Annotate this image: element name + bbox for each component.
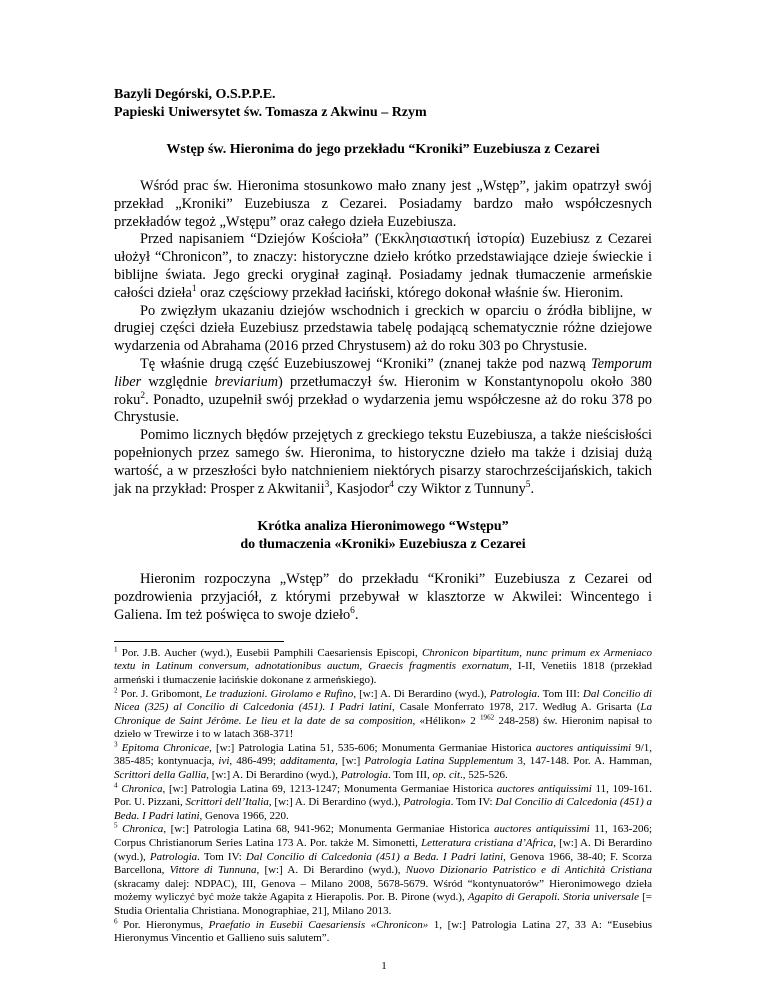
footnote-ref: 5 (525, 479, 531, 490)
paragraph: Tę właśnie drugą część Euzebiuszowej “Kroniki” (znanej także pod nazwą Temporum liber względnie breviarium) przetłumaczył św. Hieronim w Konstantynopolu około 380 roku$^2$. Ponadto, uzupełnił swój przekład o wydarzenia jemu współczesne aż do roku 378 po Chrystusie. (114, 355, 652, 426)
section-body (114, 571, 652, 624)
footnote: $^5$ Chronica, [w:] Patrologia Latina 68, 941-962; Monumenta Germaniae Historica auctores antiquissimi 11, 163-206; Corpus Christianorum Series Latina 173 A. Por. także M. Simonetti, Letteratura cristiana d’Africa, [w:] A. Di Berardino (wyd.), Patrologia. Tom IV: Dal Concilio di Calcedonia (451) a Beda. I Padri latini, Genova 1966, 38-40; F. Scorza Barcellona, Vittore di Tunnuna, [w:] A. Di Berardino (wyd.), Nuovo Dizionario Patristico e di Antichità Cristiana (skracamy dalej: NDPAC), III, Genova – Milano 2008, 5678-5679. Wśród “kontynuatorów” Hieronimowego dzieła możemy wyliczyć być może także Agapita z Hierapolis. Por. B. Pirone (wyd.), Agapito di Gerapoli. Storia universale [= Studia Orientalia Christiana. Monographiae, 21], Milano 2013. (114, 821, 653, 918)
footnote-ref: 3 (324, 479, 330, 490)
footnote: $^1$ Por. J.B. Aucher (wyd.), Eusebii Pamphili Caesariensis Episcopi, Chronicon bipartitum, nunc primum ex Armeniaco textu in Latinum conversum, adnotationibus auctum, Graecis fragmentis exornatum, I-II, Venetiis 1818 (przekład armeński i tłumaczenie łacińskie dokonane z armeńskiego). (114, 645, 652, 686)
footnote-ref: 6 (114, 916, 118, 925)
paragraph: Przed napisaniem “Dziejów Kościoła” (Ἐκκλησιαστική ἱστορία) Euzebiusz z Cezarei ułożył “Chronicon”, to znaczy: historyczne dzieło krótko przedstawiające dzieje świeckie i biblijne świata. Jego grecki oryginał zaginął. Posiadamy jednak tłumaczenie armeńskie całości dzieła$^1$ oraz częściowy przekład łaciński, którego dokonał właśnie św. Hieronim. (114, 231, 652, 301)
footnote-ref: 2 (114, 685, 118, 694)
footnotes (114, 647, 652, 946)
footnote: $^3$ Epitoma Chronicae, [w:] Patrologia Latina 51, 535-606; Monumenta Germaniae Historica auctores antiquissimi 9/1, 385-485; kontynuacja, ivi, 486-499; additamenta, [w:] Patrologia Latina Supplementum 3, 147-148. Por. A. Hamman, Scrittori della Gallia, [w:] A. Di Berardino (wyd.), Patrologia. Tom III, op. cit., 525-526. (114, 740, 652, 782)
intro-body (114, 178, 652, 498)
paragraph: Wśród prac św. Hieronima stosunkowo mało znany jest „Wstęp”, jakim opatrzył swój przekład „Kroniki” Euzebiusza z Cezarei. Posiadamy bardzo mało współczesnych przekładów tegoż „Wstępu” oraz całego dzieła Euzebiusza. (114, 178, 652, 230)
paragraph: Po zwięzłym ukazaniu dziejów wschodnich i greckich w oparciu o źródła biblijne, w drugiej części dzieła Euzebiusz przedstawia tabelę podającą schematycznie różne dziejowe wydarzenia od Abrahama (2016 przed Chrystusem) aż do roku 303 po Chrystusie. (114, 302, 652, 355)
author-affiliation: Papieski Uniwersytet św. Tomasza z Akwinu – Rzym (114, 105, 427, 120)
author-name: Bazyli Degórski, O.S.P.P.E. (114, 87, 276, 102)
section-heading-line: do tłumaczenia «Kroniki» Euzebiusza z Cezarei (240, 536, 526, 552)
section-heading-line: Krótka analiza Hieronimowego “Wstępu” (257, 519, 509, 535)
footnote-ref: 4 (114, 781, 118, 790)
page-number: 1 (381, 960, 387, 972)
footnote-ref: 3 (114, 740, 118, 749)
footnote-ref: 2 (140, 390, 146, 401)
footnote-ref: 1 (114, 645, 118, 654)
paragraph: Pomimo licznych błędów przejętych z greckiego tekstu Euzebiusza, a także nieścisłości popełnionych przez samego św. Hieronima, to historyczne dzieło ma także i dzisiaj dużą wartość, a w przeszłości było natchnieniem niektórych pisarzy starochrześcijańskich, takich jak na przykład: Prosper z Akwitanii$^3$, Kasjodor$^4$ czy Wiktor z Tunnuny$^5$. (114, 427, 652, 497)
footnote-ref: 5 (114, 821, 118, 830)
footnote: $^4$ Chronica, [w:] Patrologia Latina 69, 1213-1247; Monumenta Germaniae Historica auctores antiquissimi 11, 109-161. Por. U. Pizzani, Scrittori dell’Italia, [w:] A. Di Berardino (wyd.), Patrologia. Tom IV: Dal Concilio di Calcedonia (451) a Beda. I Padri latini, Genova 1966, 220. (114, 781, 653, 822)
footnote: $^2$ Por. J. Gribomont, Le traduzioni. Girolamo e Rufino, [w:] A. Di Berardino (wyd.), Patrologia. Tom III: Dal Concilio di Nicea (325) al Concilio di Calcedonia (451). I Padri latini, Casale Monferrato 1978, 217. Według A. Grisarta (La Chronique de Saint Jérôme. Le lieu et la date de sa composition, «Hélikon» 2 $^{1962}$ 248-258) św. Hieronim napisał to dzieło w Trewirze i to w latach 368-371! (114, 685, 652, 741)
footnote: $^6$ Por. Hieronymus, Praefatio in Eusebii Caesariensis «Chronicon» 1, [w:] Patrologia Latina 27, 33 A: “Eusebius Hieronymus Vincentio et Gallieno suis salutem”. (114, 916, 652, 945)
footnote-ref: 4 (389, 479, 394, 490)
article-title: Wstęp św. Hieronima do jego przekładu “Kroniki” Euzebiusza z Cezarei (166, 142, 600, 157)
section-heading (114, 518, 652, 553)
footnote-separator (114, 641, 284, 642)
footnote-ref: 1962 (479, 713, 495, 722)
document-page (114, 86, 652, 946)
footnote-ref: 6 (350, 606, 355, 617)
paragraph: Hieronim rozpoczyna „Wstęp” do przekładu “Kroniki” Euzebiusza z Cezarei od pozdrowienia przyjaciół, z którymi przebywał w klasztorze w Akwilei: Wincentego i Galiena. Im też poświęca to swoje dzieło$^6$. (114, 571, 652, 623)
footnote-ref: 1 (191, 283, 197, 294)
